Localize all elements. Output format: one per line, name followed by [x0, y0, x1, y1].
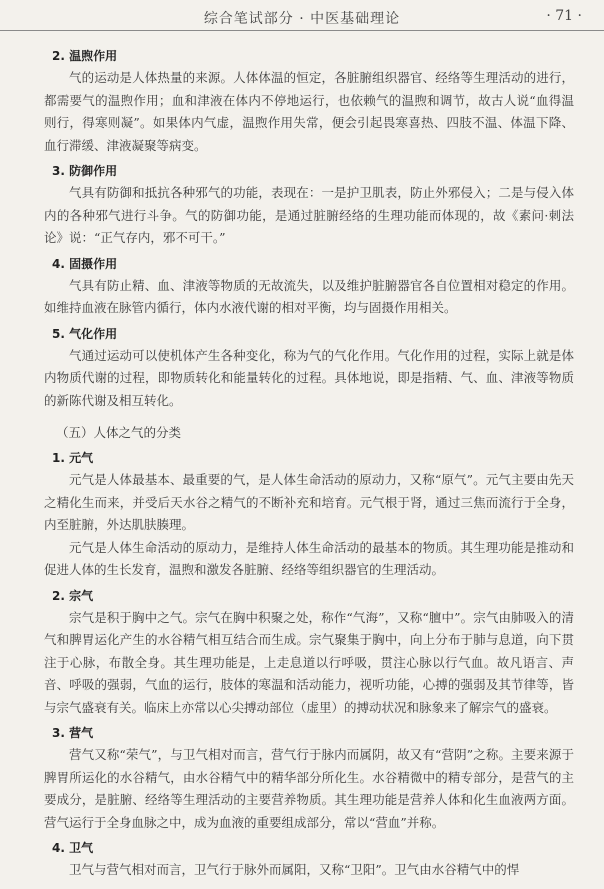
section-consolidation — [44, 256, 574, 320]
section-heading: 1. 元气 — [52, 451, 94, 465]
section-heading: 2. 宗气 — [52, 588, 94, 603]
section-qi-transformation — [44, 326, 574, 413]
paragraph: 元气是人体生命活动的原动力，是维持人体生命活动的最基本的物质。其生理功能是推动和促进人体的生长发育，温煦和激发各脏腑、经络等组织器官的生理活动。 — [44, 539, 574, 577]
section-heading: 3. 营气 — [52, 726, 94, 740]
section-wei-qi — [44, 840, 574, 882]
section-ying-qi — [44, 725, 574, 834]
paragraph: 元气是人体最基本、最重要的气，是人体生命活动的原动力，又称“原气”。元气主要由先天之精化生而来，并受后天水谷之精气的不断补充和培育。元气根于肾，通过三焦而流行于全身，内至脏腑，外达肌肤腠理。 — [44, 472, 574, 532]
paragraph: 气通过运动可以使机体产生各种变化，称为气的气化作用。气化作用的过程，实际上就是体内物质代谢的过程，即物质转化和能量转化的过程。具体地说，即是指精、气、血、津液等物质的新陈代谢及相互转化。 — [44, 347, 574, 408]
section-heading: 3. 防御作用 — [52, 164, 118, 178]
page-number: · 71 · — [546, 8, 582, 24]
section-zong-qi — [44, 588, 574, 720]
section-yuan-qi — [44, 450, 574, 582]
header-title: 综合笔试部分 · 中医基础理论 — [203, 11, 401, 27]
paragraph: 气具有防御和抵抗各种邪气的功能，表现在：一是护卫肌表，防止外邪侵入；二是与侵入体内的各种邪气进行斗争。气的防御功能，是通过脏腑经络的生理功能而体现的，故《素问·刺法论》说：“正气存内，邪不可干。” — [44, 185, 574, 245]
section-heading: 5. 气化作用 — [52, 326, 118, 341]
section-warming — [44, 48, 574, 157]
section-defense — [44, 163, 574, 250]
paragraph: 营气又称“荣气”，与卫气相对而言，营气行于脉内而属阴，故又有“营阴”之称。主要来源于脾胃所运化的水谷精气，由水谷精气中的精华部分所化生。水谷精微中的精专部分，是营气的主要成分，是脏腑、经络等生理活动的主要营养物质。其生理功能是营养人体和化生血液两方面。营气运行于全身血脉之中，成为血液的重要组成部分，常以“营血”并称。 — [44, 747, 574, 830]
paragraph: 卫气与营气相对而言，卫气行于脉外而属阳，又称“卫阳”。卫气由水谷精气中的悍 — [69, 862, 520, 877]
section-heading: 2. 温煦作用 — [52, 49, 118, 63]
section-heading: 4. 固摄作用 — [52, 256, 118, 271]
paragraph: 宗气是积于胸中之气。宗气在胸中积聚之处，称作“气海”，又称“膻中”。宗气由肺吸入的清气和脾胃运化产生的水谷精气相互结合而生成。宗气聚集于胸中，向上分布于肺与息道，向下贯注于心脉，布散全身。其生理功能是，上走息道以行呼吸，贯注心脉以行气血。故凡语言、声音、呼吸的强弱，气血的运行，肢体的寒温和活动能力，视听功能，心搏的强弱及其节律等，皆与宗气盛衰有关。临床上亦常以心尖搏动部位（虚里）的搏动状况和脉象来了解宗气的盛衰。 — [44, 609, 574, 715]
subsection-title: （五）人体之气的分类 — [56, 425, 182, 440]
running-header — [0, 0, 604, 31]
section-heading: 4. 卫气 — [52, 841, 94, 855]
page-content — [44, 42, 574, 882]
paragraph: 气的运动是人体热量的来源。人体体温的恒定，各脏腑组织器官、经络等生理活动的进行，都需要气的温煦作用；血和津液在体内不停地运行，也依赖气的温煦和调节，故古人说“血得温则行，得寒则凝”。如果体内气虚，温煦作用失常，便会引起畏寒喜热、四肢不温、体温下降、血行滞缓、津液凝聚等病变。 — [44, 70, 574, 153]
paragraph: 气具有防止精、血、津液等物质的无故流失，以及维护脏腑器官各自位置相对稳定的作用。如维持血液在脉管内循行，体内水液代谢的相对平衡，均与固摄作用相关。 — [44, 277, 574, 315]
